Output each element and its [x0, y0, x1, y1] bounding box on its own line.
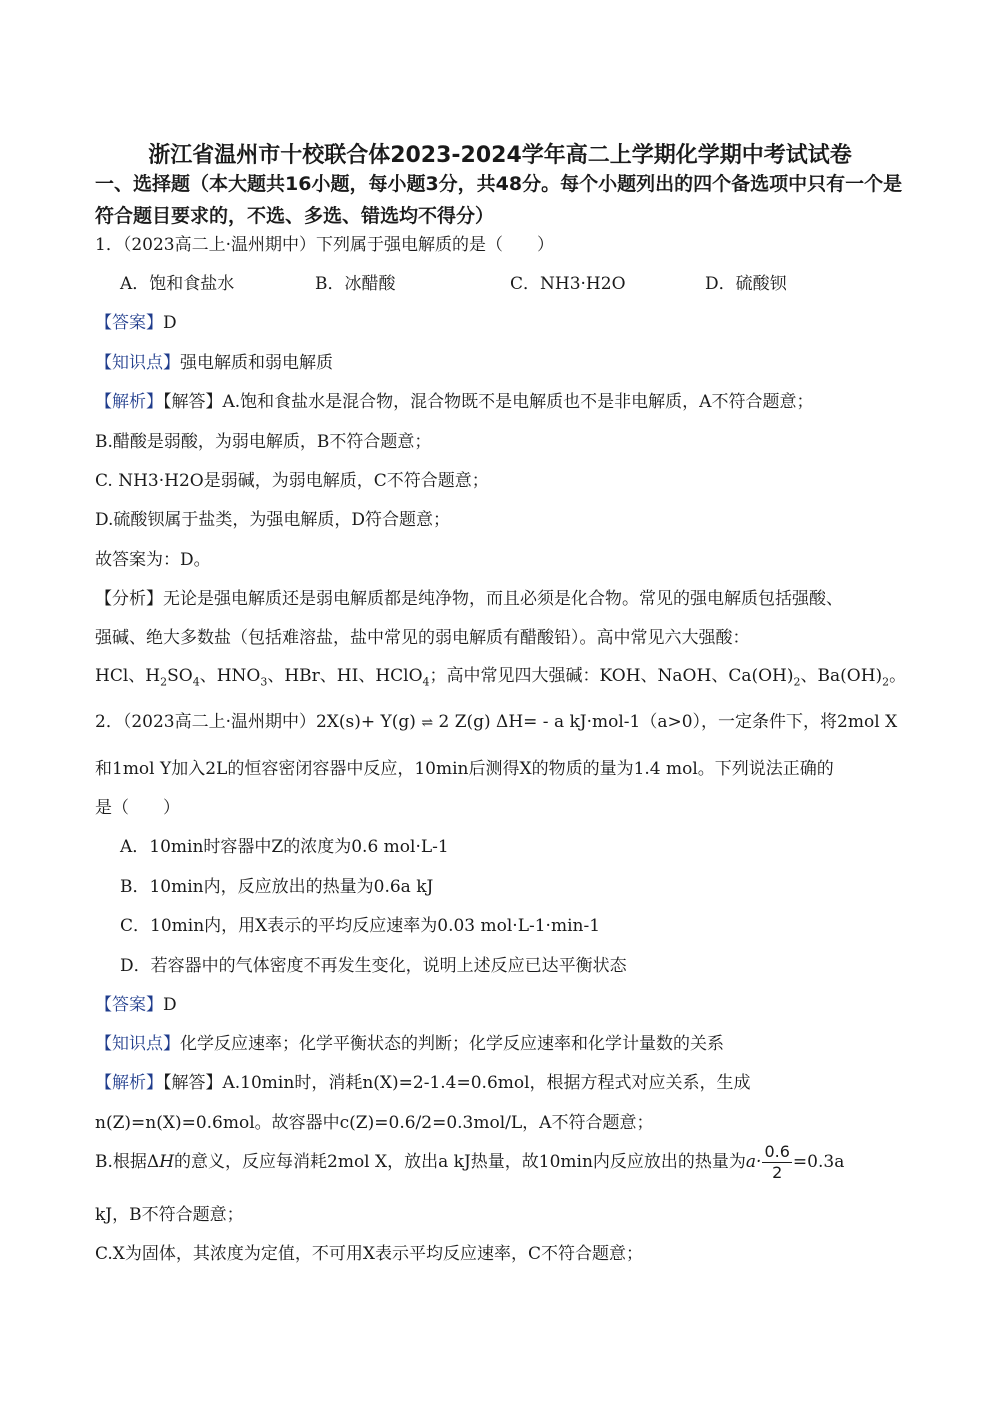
formula-subscript: 4 — [192, 675, 200, 689]
formula-subscript: 2 — [793, 675, 801, 689]
q2-answer-value: D — [163, 995, 177, 1015]
fraction-denominator: 2 — [772, 1163, 783, 1182]
fraction — [762, 1142, 791, 1183]
q1-note-3 — [95, 661, 906, 688]
q1-note-2: 强碱、绝大多数盐（包括难溶盐，盐中常见的弱电解质有醋酸铅）。高中常见六大强酸： — [95, 628, 750, 648]
answer-tag: 【答案】 — [95, 313, 163, 333]
analysis-tag: 【解析】 — [95, 392, 163, 412]
q2-option-a: A．10min时容器中Z的浓度为0.6 mol·L-1 — [120, 837, 449, 857]
q2-knowledge — [95, 1029, 724, 1054]
q2-option-c: C．10min内，用X表示的平均反应速率为0.03 mol·L-1·min-1 — [120, 916, 601, 936]
formula-text: ；高中常见四大强碱：KOH、NaOH、Ca(OH) — [429, 666, 794, 686]
q2-stem-2: 和1mol Y加入2L的恒容密闭容器中反应，10min后测得X的物质的量为1.4 mol。下列说法正确的 — [95, 759, 834, 779]
q1-answer-value: D — [163, 313, 177, 333]
q2-knowledge-value: 化学反应速率；化学平衡状态的判断；化学反应速率和化学计量数的关系 — [180, 1034, 724, 1054]
q2-analysis-1 — [95, 1068, 751, 1093]
q2-analysis-2: n(Z)=n(X)=0.6mol。故容器中c(Z)=0.6/2=0.3mol/L，A不符合题意； — [95, 1113, 654, 1133]
formula-subscript: 4 — [422, 675, 430, 689]
q2-option-b: B．10min内，反应放出的热量为0.6a kJ — [120, 877, 434, 897]
q1-note-1 — [95, 584, 843, 609]
enthalpy-symbol: H — [159, 1152, 175, 1172]
q2-analysis-4: kJ，B不符合题意； — [95, 1205, 244, 1225]
formula-text: 、HBr、HI、HClO — [267, 666, 423, 686]
q2-stem-3: 是（ ） — [95, 798, 180, 818]
q1-analysis-5: 故答案为：D。 — [95, 550, 211, 570]
q2-option-d: D．若容器中的气体密度不再发生变化，说明上述反应已达平衡状态 — [120, 956, 627, 976]
formula-text: 、HNO — [199, 666, 261, 686]
variable-a: a· — [745, 1152, 762, 1172]
q1-knowledge — [95, 348, 333, 373]
formula-text: 、Ba(OH) — [800, 666, 883, 686]
formula-text: 。 — [889, 666, 907, 686]
q2-analysis-3 — [95, 1142, 844, 1183]
q2-analysis-text-1: 【解答】A.10min时，消耗n(X)=2-1.4=0.6mol，根据方程式对应关系，生成 — [163, 1073, 751, 1093]
formula-text: SO — [167, 666, 193, 686]
formula-subscript: 2 — [160, 675, 168, 689]
page-title: 浙江省温州市十校联合体2023-2024学年高二上学期化学期中考试试卷 — [148, 143, 852, 168]
equilibrium-arrow-icon: ⇌ — [421, 715, 434, 731]
q1-note-text-1: 无论是强电解质还是弱电解质都是纯净物，而且必须是化合物。常见的强电解质包括强酸、 — [163, 589, 843, 609]
fraction-numerator: 0.6 — [764, 1142, 790, 1161]
q2-analysis-text-3a: B.根据 — [95, 1152, 147, 1172]
q1-analysis-4: D.硫酸钡属于盐类，为强电解质，D符合题意； — [95, 510, 451, 530]
q1-analysis-2: B.醋酸是弱酸，为弱电解质，B不符合题意； — [95, 432, 432, 452]
q1-answer — [95, 308, 177, 333]
q2-analysis-text-3b: 的意义，反应每消耗2mol X，放出a kJ热量，故10min内反应放出的热量为 — [174, 1152, 746, 1172]
delta-symbol: Δ — [146, 1152, 160, 1172]
q2-stem-part-a: 2．（2023高二上·温州期中）2X(s)+ Y(g) — [95, 712, 416, 732]
q1-option-a: A．饱和食盐水 — [120, 274, 235, 294]
formula-subscript: 2 — [882, 675, 890, 689]
answer-tag: 【答案】 — [95, 995, 163, 1015]
q2-stem-1 — [95, 707, 897, 732]
q1-option-b: B．冰醋酸 — [315, 274, 396, 294]
q1-knowledge-value: 强电解质和弱电解质 — [180, 353, 333, 373]
q2-answer — [95, 990, 177, 1015]
q1-option-d: D．硫酸钡 — [705, 274, 787, 294]
q1-analysis-3: C. NH3·H2O是弱碱，为弱电解质，C不符合题意； — [95, 471, 489, 491]
q2-analysis-text-3c: =0.3a — [792, 1152, 845, 1172]
analysis-tag: 【解析】 — [95, 1073, 163, 1093]
formula-text: HCl、H — [95, 666, 161, 686]
q1-analysis-text-1: 【解答】A.饱和食盐水是混合物，混合物既不是电解质也不是非电解质，A不符合题意； — [163, 392, 814, 412]
q1-option-c: C．NH3·H2O — [510, 274, 626, 294]
q1-stem: 1．（2023高二上·温州期中）下列属于强电解质的是（ ） — [95, 235, 554, 255]
q2-stem-part-b: 2 Z(g) ΔH= - a kJ·mol-1（a>0），一定条件下，将2mol X — [438, 712, 898, 732]
knowledge-tag: 【知识点】 — [95, 1034, 180, 1054]
section-heading: 一、选择题（本大题共16小题，每小题3分，共48分。每个小题列出的四个备选项中只有一个是符合题目要求的，不选、多选、错选均不得分） — [95, 173, 903, 227]
q1-analysis-1 — [95, 387, 813, 412]
knowledge-tag: 【知识点】 — [95, 353, 180, 373]
q2-analysis-5: C.X为固体，其浓度为定值，不可用X表示平均反应速率，C不符合题意； — [95, 1244, 644, 1264]
formula-subscript: 3 — [260, 675, 268, 689]
note-tag: 【分析】 — [95, 589, 163, 609]
